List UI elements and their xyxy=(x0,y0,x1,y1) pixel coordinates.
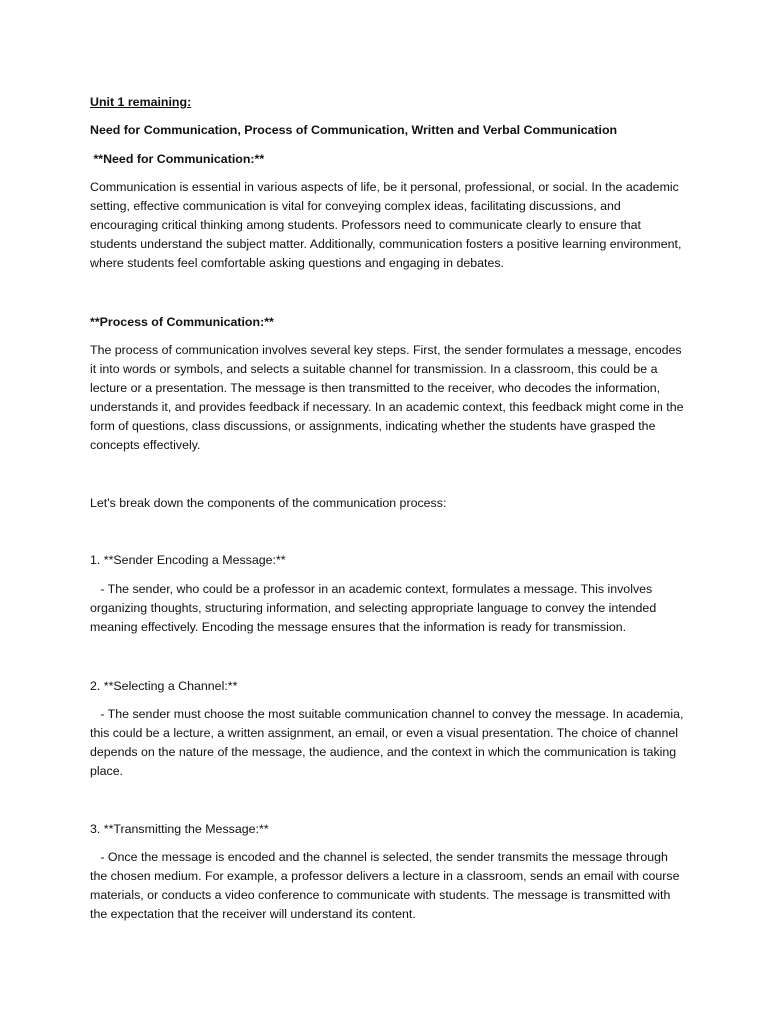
topics-heading: Need for Communication, Process of Communication, Written and Verbal Communication xyxy=(90,123,618,137)
breakdown-intro: Let's break down the components of the communication process: xyxy=(90,496,447,510)
process-heading: **Process of Communication:** xyxy=(90,315,274,329)
step-title: 3. **Transmitting the Message:** xyxy=(90,822,269,836)
step-body: - The sender must choose the most suitable communication channel to convey the message. In academia, this could be a lecture, a written assignment, an email, or even a visual presentation. The choice of channel depends on the nature of the message, the audience, and the context in which the communication is taking place. xyxy=(90,707,687,778)
step-body: - The sender, who could be a professor in an academic context, formulates a message. This involves organizing thoughts, structuring information, and selecting appropriate language to convey the intended meaning effectively. Encoding the message ensures that the information is ready for transmission. xyxy=(90,582,660,634)
need-paragraph: Communication is essential in various aspects of life, be it personal, professional, or social. In the academic setting, effective communication is vital for conveying complex ideas, facilitating discussions, and encouraging critical thinking among students. Professors need to communicate clearly to ensure that students understand the subject matter. Additionally, communication fosters a positive learning environment, where students feel comfortable asking questions and engaging in debates. xyxy=(90,180,682,270)
process-paragraph: The process of communication involves several key steps. First, the sender formulates a message, encodes it into words or symbols, and selects a suitable channel for transmission. In a classroom, this could be a lecture or a presentation. The message is then transmitted to the receiver, who decodes the information, understands it, and provides feedback if necessary. In an academic context, this feedback might come in the form of questions, class discussions, or assignments, indicating whether the students have grasped the concepts effectively. xyxy=(90,343,684,452)
need-heading: **Need for Communication:** xyxy=(90,152,265,166)
step-title: 2. **Selecting a Channel:** xyxy=(90,679,238,693)
unit-heading: Unit 1 remaining: xyxy=(90,95,192,109)
step-title: 1. **Sender Encoding a Message:** xyxy=(90,553,286,567)
step-body: - Once the message is encoded and the channel is selected, the sender transmits the message through the chosen medium. For example, a professor delivers a lecture in a classroom, sends an email with course materials, or conducts a video conference to communicate with students. The message is transmitted with the expectation that the receiver will understand its content. xyxy=(90,850,683,921)
